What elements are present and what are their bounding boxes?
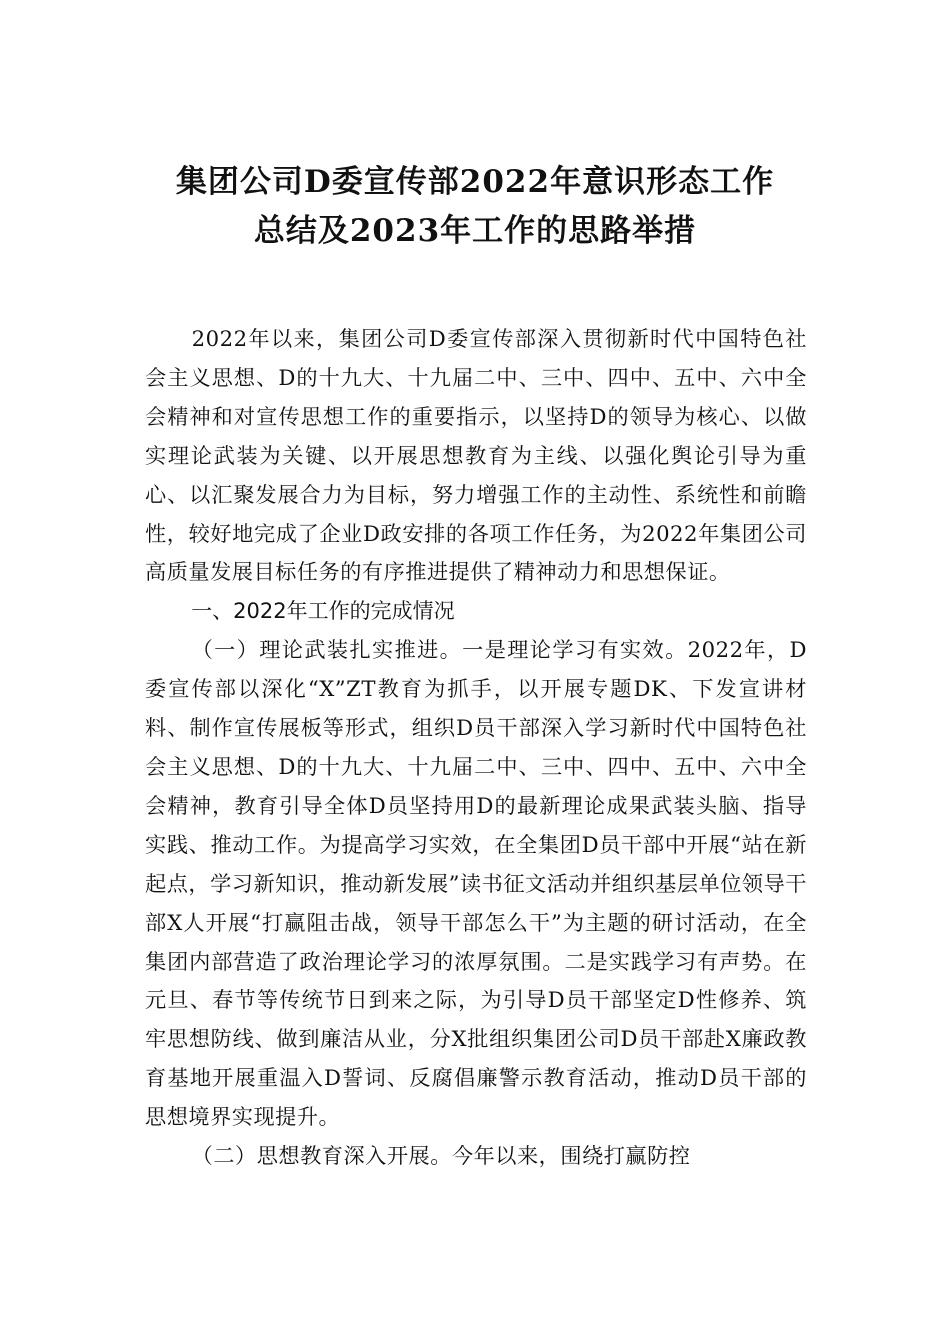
intro-paragraph: 2022年以来，集团公司D委宣传部深入贯彻新时代中国特色社会主义思想、D的十九大、十九届二中、三中、四中、五中、六中全会精神和对宣传思想工作的重要指示，以坚持D的领导为核心、以做实理论武装为关键、以开展思想教育为主线、以强化舆论引导为重心、以汇聚发展合力为目标，努力增强工作的主动性、系统性和前瞻性，较好地完成了企业D政安排的各项工作任务，为2022年集团公司高质量发展目标任务的有序推进提供了精神动力和思想保证。 xyxy=(145,326,807,585)
document-title-line-2: 总结及2023年工作的思路举措 xyxy=(253,213,697,249)
body-paragraph: （一）理论武装扎实推进。一是理论学习有实效。2022年，D委宣传部以深化“X”ZT教育为抓手，以开展专题DK、下发宣讲材料、制作宣传展板等形式，组织D员干部深入学习新时代中国特色社会主义思想、D的十九大、十九届二中、三中、四中、五中、六中全会精神，教育引导全体D员坚持用D的最新理论成果武装头脑、指导实践、推动工作。为提高学习实效，在全集团D员干部中开展“站在新起点，学习新知识，推动新发展”读书征文活动并组织基层单位领导干部X人开展“打赢阻击战，领导干部怎么干”为主题的研讨活动，在全集团内部营造了政治理论学习的浓厚氛围。二是实践学习有声势。在元旦、春节等传统节日到来之际，为引导D员干部坚定D性修养、筑牢思想防线、做到廉洁从业，分X批组织集团公司D员干部赴X廉政教育基地开展重温入D誓词、反腐倡廉警示教育活动，推动D员干部的思想境界实现提升。 xyxy=(145,637,807,1130)
body-paragraph: （二）思想教育深入开展。今年以来，围绕打赢防控 xyxy=(191,1143,691,1169)
document-body xyxy=(145,320,807,1176)
section-heading: 一、2022年工作的完成情况 xyxy=(191,599,455,624)
document-title-line-1: 集团公司D委宣传部2022年意识形态工作 xyxy=(175,164,775,200)
